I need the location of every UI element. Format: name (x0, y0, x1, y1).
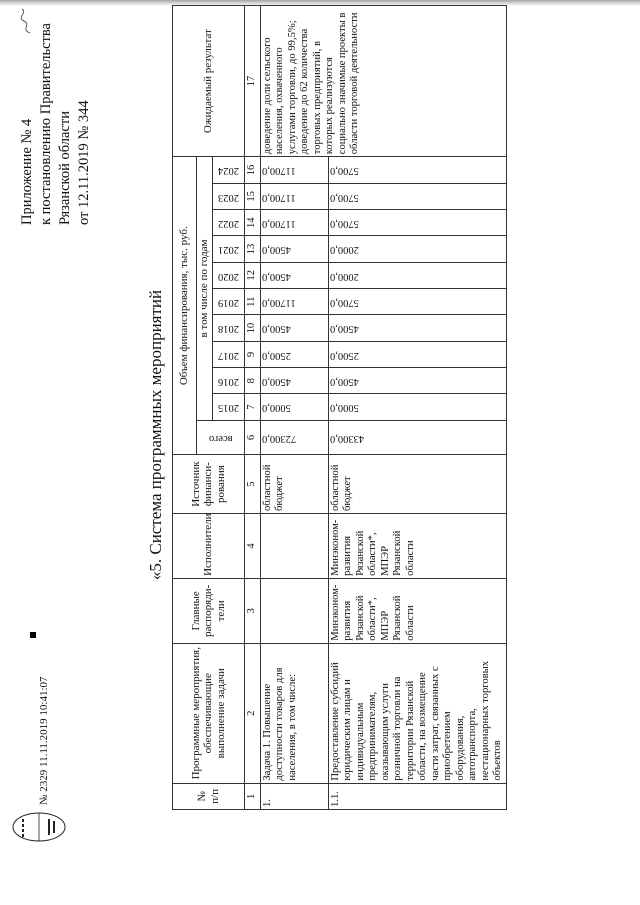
row-year-value: 11700,0 (261, 191, 296, 203)
hdr-managers: Главные распоряди-тели (173, 578, 245, 643)
program-table (172, 5, 507, 810)
row-year-value: 5700,0 (329, 217, 359, 229)
row-year-value: 11700,0 (261, 217, 296, 229)
hdr-total-cell (197, 420, 245, 454)
row-year-value: 4500,0 (261, 244, 291, 256)
hdr-year-cell (213, 341, 245, 367)
col-number-row (245, 6, 261, 810)
hdr-activity: Программные мероприятия, обеспечивающие выполнение задачи (173, 643, 245, 783)
row-year-cell (328, 262, 506, 288)
row-year-value: 2000,0 (329, 270, 359, 282)
hdr-year: 2018 (218, 323, 239, 335)
row-year-value: 5700,0 (329, 165, 359, 177)
row-source: областной бюджет (260, 455, 328, 514)
row-year-cell (260, 289, 328, 315)
col-number: 5 (245, 455, 261, 514)
hdr-year-cell (213, 262, 245, 288)
row-year-cell (260, 236, 328, 262)
registration-stamp-icon (8, 807, 70, 847)
row-year-value: 11700,0 (261, 165, 296, 177)
hdr-year-cell (213, 183, 245, 209)
table-row (260, 6, 328, 810)
col-number: 8 (245, 368, 261, 394)
col-number: 11 (245, 289, 261, 315)
col-number: 15 (245, 183, 261, 209)
appendix-line-4: от 12.11.2019 № 344 (76, 100, 92, 225)
appendix-line-3: Рязанской области (57, 111, 73, 225)
appendix-line-2: к постановлению Правительства (38, 23, 54, 225)
col-number: 14 (245, 210, 261, 236)
col-number: 12 (245, 262, 261, 288)
row-year-cell (260, 394, 328, 420)
col-number: 16 (245, 157, 261, 183)
row-managers: Минэконом-развития Рязанской области*, МПЭР Рязанской области (328, 578, 506, 643)
hdr-year-cell (213, 157, 245, 183)
row-year-cell (260, 315, 328, 341)
hdr-year-cell (213, 368, 245, 394)
row-year-value: 5000,0 (329, 402, 359, 414)
hdr-year: 2022 (218, 217, 239, 229)
col-number: 3 (245, 578, 261, 643)
hdr-year: 2023 (218, 191, 239, 203)
row-year-cell (260, 210, 328, 236)
col-number: 2 (245, 643, 261, 783)
row-no: 1. (260, 783, 328, 809)
row-year-cell (328, 236, 506, 262)
hdr-year: 2017 (218, 349, 239, 361)
row-no: 1.1. (328, 783, 506, 809)
row-year-value: 5700,0 (329, 296, 359, 308)
row-total-cell (328, 420, 506, 454)
hdr-year: 2024 (218, 165, 239, 177)
row-year-cell (328, 210, 506, 236)
hdr-year: 2016 (218, 376, 239, 387)
appendix-line-1: Приложение № 4 (19, 118, 35, 225)
row-year-cell (328, 368, 506, 394)
col-number: 1 (245, 783, 261, 809)
row-year-value: 4500,0 (329, 323, 359, 335)
hdr-by-year: в том числе по годам (197, 157, 213, 421)
row-year-cell (260, 368, 328, 394)
row-year-value: 5000,0 (261, 402, 291, 414)
row-year-value: 4500,0 (329, 376, 359, 387)
col-number: 6 (245, 420, 261, 454)
row-activity: Задача 1. Повышение доступности товаров для населения, в том числе: (260, 643, 328, 783)
hdr-result: Ожидаемый результат (173, 6, 245, 157)
row-year-value: 2500,0 (261, 349, 291, 361)
col-number: 17 (245, 6, 261, 157)
row-total: 72300,0 (261, 432, 296, 444)
appendix-header (18, 10, 94, 225)
row-year-cell (260, 157, 328, 183)
hdr-year-cell (213, 315, 245, 341)
signature-mark-icon (18, 7, 34, 35)
hdr-no: № п/п (173, 783, 245, 809)
row-managers (260, 578, 328, 643)
hdr-year-cell (213, 289, 245, 315)
row-year-cell (328, 341, 506, 367)
row-source: областной бюджет (328, 455, 506, 514)
row-year-cell (328, 157, 506, 183)
hdr-year: 2015 (218, 402, 239, 414)
row-year-cell (260, 341, 328, 367)
row-year-value: 4500,0 (261, 323, 291, 335)
hdr-year-cell (213, 394, 245, 420)
row-year-value: 5700,0 (329, 191, 359, 203)
row-year-cell (328, 289, 506, 315)
row-activity: Предоставление субсидий юридическим лицам и индивидуальным предпринимателям, оказывающим услуги розничной торговли на территории Рязанской области, на возмещение части затрат, связанных с приобретением оборудования, автотранспорта, нестационарных торговых объектов (328, 643, 506, 783)
row-year-value: 4500,0 (261, 376, 291, 387)
row-year-cell (260, 183, 328, 209)
row-year-value: 11700,0 (261, 296, 296, 308)
hdr-year-cell (213, 210, 245, 236)
col-number: 13 (245, 236, 261, 262)
row-year-value: 4500,0 (261, 270, 291, 282)
hdr-source: Источник финанси-рования (173, 455, 245, 514)
col-number: 10 (245, 315, 261, 341)
row-result: доведение доли сельского населения, охваченного услугами торговли, до 99,5%; доведение до 62 количества торговых предприятий, в которых реализуются социально значимые проекты в области торговой деятельности (260, 6, 506, 157)
row-total-cell (260, 420, 328, 454)
row-year-value: 2500,0 (329, 349, 359, 361)
row-year-cell (328, 183, 506, 209)
col-number: 4 (245, 514, 261, 579)
col-number: 9 (245, 341, 261, 367)
hdr-year: 2021 (218, 244, 239, 256)
hdr-volume: Объем финансирования, тыс. руб. (173, 157, 197, 455)
hdr-year-cell (213, 236, 245, 262)
section-title: «5. Система программных мероприятий (146, 289, 165, 581)
hdr-year: 2019 (218, 296, 239, 308)
hdr-total: всего (208, 432, 233, 444)
row-total: 43300,0 (329, 432, 364, 444)
row-year-cell (328, 394, 506, 420)
registration-mark: № 2329 11.11.2019 10:41:07 (38, 676, 50, 805)
row-executors: Минэконом-развития Рязанской области*, МПЭР Рязанской области (328, 514, 506, 579)
hdr-year: 2020 (218, 270, 239, 282)
hdr-executors: Исполнители (173, 514, 245, 579)
row-year-cell (328, 315, 506, 341)
row-executors (260, 514, 328, 579)
row-year-value: 2000,0 (329, 244, 359, 256)
col-number: 7 (245, 394, 261, 420)
row-year-cell (260, 262, 328, 288)
